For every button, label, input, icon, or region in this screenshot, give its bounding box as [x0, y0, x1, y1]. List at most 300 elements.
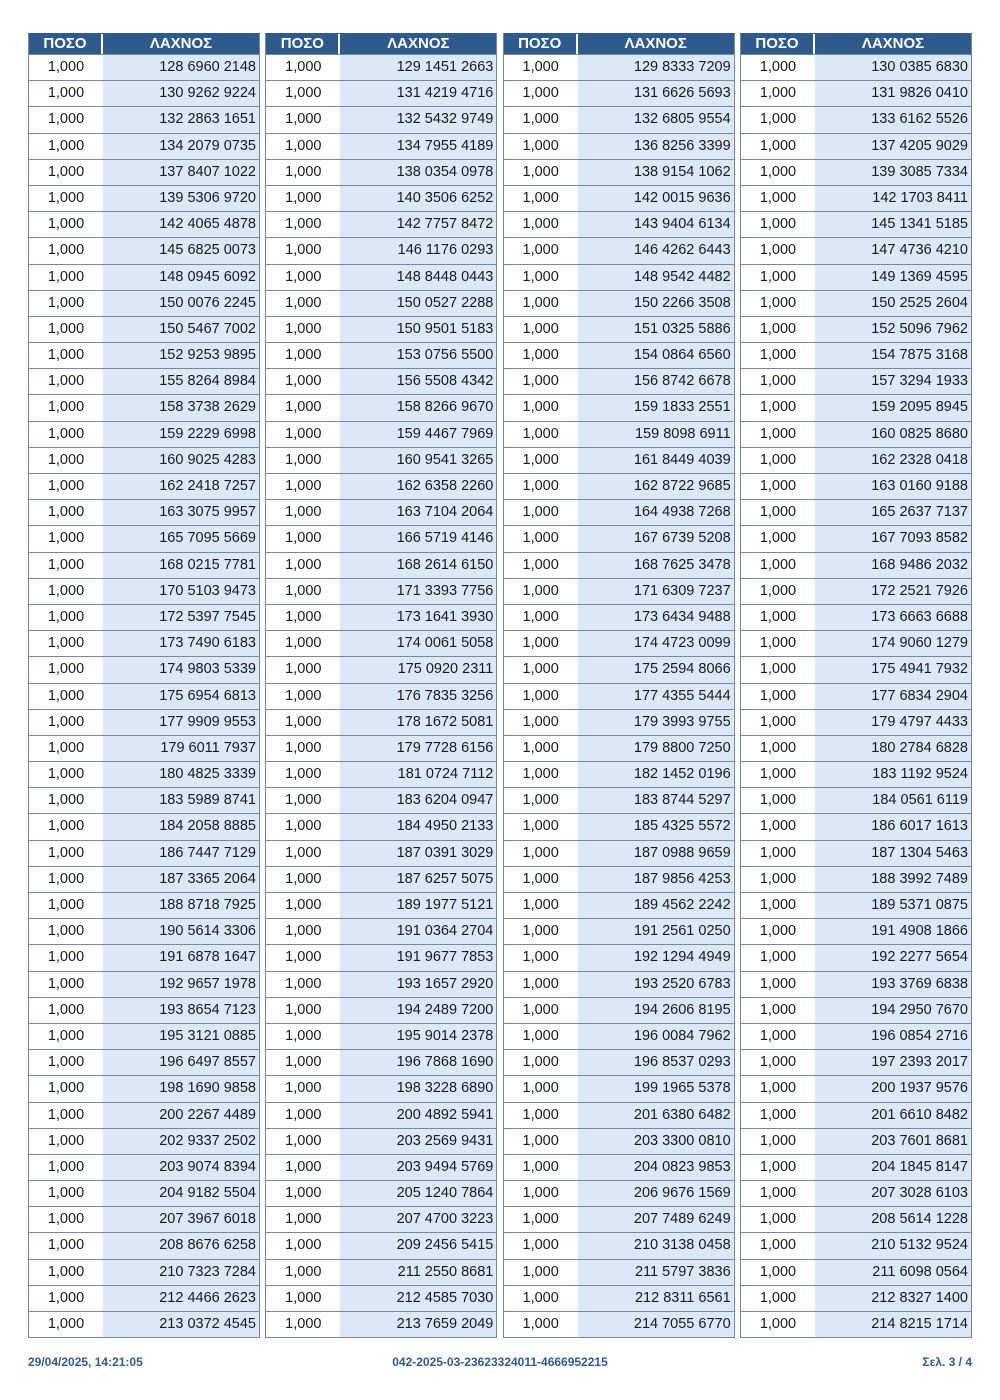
table-row [504, 630, 734, 656]
amount-cell: 1,000 [741, 1155, 815, 1180]
amount-cell: 1,000 [266, 474, 340, 499]
amount-cell: 1,000 [29, 448, 103, 473]
amount-cell: 1,000 [29, 814, 103, 839]
lot-cell: 131 9826 0410 [815, 81, 971, 106]
table-row [504, 1128, 734, 1154]
amount-cell: 1,000 [741, 1076, 815, 1101]
table-row [29, 1023, 259, 1049]
table-row [741, 552, 971, 578]
table-row [504, 709, 734, 735]
amount-cell: 1,000 [266, 1233, 340, 1258]
lot-cell: 148 0945 6092 [103, 265, 259, 290]
amount-cell: 1,000 [266, 1050, 340, 1075]
lot-cell: 210 5132 9524 [815, 1233, 971, 1258]
table-row [29, 971, 259, 997]
lot-cell: 187 9856 4253 [578, 867, 734, 892]
lot-cell: 176 7835 3256 [340, 684, 496, 709]
lot-cell: 179 6011 7937 [103, 736, 259, 761]
lot-header: ΛΑΧΝΟΣ [624, 35, 687, 52]
table-row [741, 368, 971, 394]
amount-cell: 1,000 [741, 814, 815, 839]
table-row [504, 787, 734, 813]
table-row [29, 735, 259, 761]
table-row [741, 54, 971, 80]
table-row [266, 159, 496, 185]
amount-cell: 1,000 [504, 736, 578, 761]
lot-cell: 159 1833 2551 [578, 395, 734, 420]
lot-cell: 149 1369 4595 [815, 265, 971, 290]
table-header [504, 33, 734, 54]
table-row [504, 159, 734, 185]
result-table-block [740, 33, 972, 1338]
table-row [741, 787, 971, 813]
amount-cell: 1,000 [741, 1286, 815, 1311]
table-row [266, 813, 496, 839]
lot-cell: 156 8742 6678 [578, 369, 734, 394]
lot-cell: 203 9074 8394 [103, 1155, 259, 1180]
lot-cell: 177 4355 5444 [578, 684, 734, 709]
lot-header: ΛΑΧΝΟΣ [387, 35, 450, 52]
table-row [266, 761, 496, 787]
table-row [504, 473, 734, 499]
amount-cell: 1,000 [741, 605, 815, 630]
table-row [504, 421, 734, 447]
lot-cell: 162 8722 9685 [578, 474, 734, 499]
table-row [741, 421, 971, 447]
lot-cell: 158 3738 2629 [103, 395, 259, 420]
table-row [266, 892, 496, 918]
amount-cell: 1,000 [29, 160, 103, 185]
table-row [266, 918, 496, 944]
amount-cell: 1,000 [29, 186, 103, 211]
table-row [266, 290, 496, 316]
table-row [29, 264, 259, 290]
table-row [741, 840, 971, 866]
lot-cell: 192 2277 5654 [815, 945, 971, 970]
lot-cell: 201 6380 6482 [578, 1103, 734, 1128]
table-row [741, 499, 971, 525]
amount-cell: 1,000 [504, 1155, 578, 1180]
amount-cell: 1,000 [504, 710, 578, 735]
lot-cell: 207 3028 6103 [815, 1181, 971, 1206]
table-row [29, 944, 259, 970]
table-row [504, 106, 734, 132]
lot-cell: 189 4562 2242 [578, 893, 734, 918]
amount-cell: 1,000 [266, 1312, 340, 1337]
lot-cell: 167 7093 8582 [815, 526, 971, 551]
amount-cell: 1,000 [504, 998, 578, 1023]
lot-cell: 192 9657 1978 [103, 972, 259, 997]
amount-cell: 1,000 [266, 998, 340, 1023]
lot-cell: 143 9404 6134 [578, 212, 734, 237]
table-row [266, 1023, 496, 1049]
amount-cell: 1,000 [741, 134, 815, 159]
table-row [741, 866, 971, 892]
table-row [741, 264, 971, 290]
lot-cell: 191 6878 1647 [103, 945, 259, 970]
lot-cell: 179 7728 6156 [340, 736, 496, 761]
amount-cell: 1,000 [741, 55, 815, 80]
amount-cell: 1,000 [29, 1050, 103, 1075]
table-row [504, 342, 734, 368]
table-row [266, 368, 496, 394]
footer-reference: 042-2025-03-23623324011-4666952215 [392, 1355, 608, 1369]
amount-cell: 1,000 [266, 448, 340, 473]
lot-cell: 159 4467 7969 [340, 422, 496, 447]
table-row [504, 1259, 734, 1285]
lot-cell: 175 4941 7932 [815, 657, 971, 682]
lot-cell: 210 3138 0458 [578, 1233, 734, 1258]
lot-cell: 212 8311 6561 [578, 1286, 734, 1311]
amount-cell: 1,000 [741, 1050, 815, 1075]
lot-cell: 204 9182 5504 [103, 1181, 259, 1206]
table-row [29, 1232, 259, 1258]
table-row [741, 578, 971, 604]
lot-cell: 151 0325 5886 [578, 317, 734, 342]
table-row [29, 394, 259, 420]
table-row [266, 656, 496, 682]
amount-cell: 1,000 [741, 422, 815, 447]
amount-cell: 1,000 [741, 317, 815, 342]
lot-cell: 207 7489 6249 [578, 1207, 734, 1232]
table-row [741, 656, 971, 682]
amount-cell: 1,000 [504, 265, 578, 290]
table-row [266, 971, 496, 997]
amount-cell: 1,000 [266, 553, 340, 578]
amount-cell: 1,000 [29, 81, 103, 106]
lot-cell: 154 7875 3168 [815, 343, 971, 368]
amount-cell: 1,000 [741, 526, 815, 551]
amount-cell: 1,000 [504, 762, 578, 787]
lot-cell: 179 3993 9755 [578, 710, 734, 735]
table-row [29, 1128, 259, 1154]
table-row [29, 447, 259, 473]
table-row [29, 1102, 259, 1128]
lot-cell: 158 8266 9670 [340, 395, 496, 420]
lot-cell: 173 1641 3930 [340, 605, 496, 630]
table-row [29, 840, 259, 866]
amount-header: ΠΟΣΟ [29, 34, 103, 54]
lot-cell: 212 8327 1400 [815, 1286, 971, 1311]
amount-cell: 1,000 [29, 657, 103, 682]
amount-cell: 1,000 [266, 867, 340, 892]
amount-cell: 1,000 [29, 998, 103, 1023]
amount-cell: 1,000 [741, 1312, 815, 1337]
table-row [504, 971, 734, 997]
amount-cell: 1,000 [741, 1233, 815, 1258]
amount-cell: 1,000 [504, 605, 578, 630]
table-row [741, 892, 971, 918]
amount-cell: 1,000 [504, 526, 578, 551]
lot-cell: 193 8654 7123 [103, 998, 259, 1023]
table-row [29, 499, 259, 525]
table-row [741, 316, 971, 342]
lot-cell: 160 0825 8680 [815, 422, 971, 447]
result-table-block [265, 33, 497, 1338]
table-row [504, 394, 734, 420]
amount-cell: 1,000 [741, 972, 815, 997]
table-row [29, 1154, 259, 1180]
amount-cell: 1,000 [266, 841, 340, 866]
lot-cell: 186 7447 7129 [103, 841, 259, 866]
lot-cell: 163 3075 9957 [103, 500, 259, 525]
table-row [266, 1232, 496, 1258]
amount-cell: 1,000 [741, 343, 815, 368]
amount-cell: 1,000 [504, 474, 578, 499]
table-row [504, 185, 734, 211]
lot-cell: 139 3085 7334 [815, 160, 971, 185]
amount-cell: 1,000 [504, 684, 578, 709]
footer-page-number: Σελ. 3 / 4 [922, 1355, 972, 1369]
table-row [504, 499, 734, 525]
amount-cell: 1,000 [29, 684, 103, 709]
table-row [266, 133, 496, 159]
amount-cell: 1,000 [504, 1050, 578, 1075]
amount-cell: 1,000 [741, 631, 815, 656]
amount-cell: 1,000 [504, 134, 578, 159]
lot-cell: 148 8448 0443 [340, 265, 496, 290]
lot-cell: 132 6805 9554 [578, 107, 734, 132]
amount-cell: 1,000 [741, 474, 815, 499]
table-row [29, 106, 259, 132]
amount-cell: 1,000 [29, 972, 103, 997]
lot-cell: 174 0061 5058 [340, 631, 496, 656]
amount-cell: 1,000 [741, 186, 815, 211]
amount-cell: 1,000 [266, 395, 340, 420]
amount-cell: 1,000 [266, 160, 340, 185]
amount-cell: 1,000 [29, 841, 103, 866]
table-row [29, 1049, 259, 1075]
table-row [741, 735, 971, 761]
table-row [741, 918, 971, 944]
lot-cell: 193 3769 6838 [815, 972, 971, 997]
lot-cell: 138 9154 1062 [578, 160, 734, 185]
amount-cell: 1,000 [504, 1129, 578, 1154]
lot-cell: 165 7095 5669 [103, 526, 259, 551]
table-row [504, 735, 734, 761]
lot-cell: 174 9803 5339 [103, 657, 259, 682]
table-row [741, 185, 971, 211]
lot-cell: 150 2266 3508 [578, 291, 734, 316]
table-row [266, 578, 496, 604]
table-row [741, 211, 971, 237]
table-row [29, 1285, 259, 1311]
amount-cell: 1,000 [266, 343, 340, 368]
lot-cell: 213 7659 2049 [340, 1312, 496, 1337]
amount-cell: 1,000 [29, 212, 103, 237]
table-row [504, 1285, 734, 1311]
table-row [741, 1206, 971, 1232]
amount-cell: 1,000 [29, 1260, 103, 1285]
amount-cell: 1,000 [504, 553, 578, 578]
table-row [29, 997, 259, 1023]
amount-cell: 1,000 [504, 500, 578, 525]
lot-cell: 203 7601 8681 [815, 1129, 971, 1154]
result-table-block [28, 33, 260, 1338]
amount-cell: 1,000 [266, 369, 340, 394]
lot-cell: 214 8215 1714 [815, 1312, 971, 1337]
table-row [266, 1180, 496, 1206]
table-row [266, 1285, 496, 1311]
table-row [29, 604, 259, 630]
amount-cell: 1,000 [29, 762, 103, 787]
lot-cell: 179 4797 4433 [815, 710, 971, 735]
amount-cell: 1,000 [266, 81, 340, 106]
amount-cell: 1,000 [266, 605, 340, 630]
amount-cell: 1,000 [29, 1129, 103, 1154]
lot-cell: 194 2950 7670 [815, 998, 971, 1023]
amount-cell: 1,000 [29, 55, 103, 80]
table-row [504, 1206, 734, 1232]
table-row [504, 656, 734, 682]
table-row [741, 1232, 971, 1258]
table-row [741, 709, 971, 735]
lot-cell: 148 9542 4482 [578, 265, 734, 290]
table-row [741, 1128, 971, 1154]
table-row [266, 106, 496, 132]
lot-cell: 193 1657 2920 [340, 972, 496, 997]
table-row [504, 813, 734, 839]
table-row [29, 368, 259, 394]
amount-cell: 1,000 [29, 474, 103, 499]
table-row [504, 604, 734, 630]
table-row [266, 421, 496, 447]
amount-cell: 1,000 [266, 526, 340, 551]
lot-cell: 155 8264 8984 [103, 369, 259, 394]
amount-cell: 1,000 [741, 1181, 815, 1206]
amount-cell: 1,000 [266, 631, 340, 656]
lot-header: ΛΑΧΝΟΣ [861, 35, 925, 52]
table-row [29, 473, 259, 499]
lot-cell: 134 7955 4189 [340, 134, 496, 159]
amount-cell: 1,000 [29, 553, 103, 578]
lot-cell: 180 2784 6828 [815, 736, 971, 761]
table-row [29, 421, 259, 447]
amount-cell: 1,000 [741, 841, 815, 866]
amount-cell: 1,000 [504, 422, 578, 447]
amount-cell: 1,000 [29, 343, 103, 368]
amount-cell: 1,000 [266, 55, 340, 80]
table-row [29, 80, 259, 106]
table-row [741, 290, 971, 316]
lot-cell: 156 5508 4342 [340, 369, 496, 394]
lot-cell: 173 7490 6183 [103, 631, 259, 656]
amount-cell: 1,000 [504, 579, 578, 604]
lot-cell: 207 4700 3223 [340, 1207, 496, 1232]
lot-cell: 210 7323 7284 [103, 1260, 259, 1285]
amount-cell: 1,000 [741, 212, 815, 237]
amount-cell: 1,000 [266, 893, 340, 918]
lot-cell: 186 6017 1613 [815, 814, 971, 839]
amount-cell: 1,000 [504, 1233, 578, 1258]
amount-cell: 1,000 [29, 919, 103, 944]
amount-cell: 1,000 [741, 291, 815, 316]
lot-cell: 159 2229 6998 [103, 422, 259, 447]
amount-cell: 1,000 [741, 369, 815, 394]
amount-cell: 1,000 [266, 684, 340, 709]
lot-cell: 171 6309 7237 [578, 579, 734, 604]
amount-cell: 1,000 [741, 998, 815, 1023]
table-row [741, 683, 971, 709]
table-row [741, 106, 971, 132]
amount-cell: 1,000 [266, 736, 340, 761]
amount-cell: 1,000 [504, 160, 578, 185]
amount-cell: 1,000 [504, 317, 578, 342]
amount-cell: 1,000 [266, 265, 340, 290]
amount-cell: 1,000 [504, 657, 578, 682]
lot-cell: 131 4219 4716 [340, 81, 496, 106]
table-row [266, 394, 496, 420]
lot-cell: 200 4892 5941 [340, 1103, 496, 1128]
amount-cell: 1,000 [266, 1129, 340, 1154]
lot-cell: 187 1304 5463 [815, 841, 971, 866]
lot-cell: 170 5103 9473 [103, 579, 259, 604]
table-row [504, 552, 734, 578]
amount-cell: 1,000 [29, 1207, 103, 1232]
amount-cell: 1,000 [504, 1286, 578, 1311]
lot-cell: 203 3300 0810 [578, 1129, 734, 1154]
lot-cell: 145 1341 5185 [815, 212, 971, 237]
lot-cell: 180 4825 3339 [103, 762, 259, 787]
lot-cell: 128 6960 2148 [103, 55, 259, 80]
table-header [266, 33, 496, 54]
amount-cell: 1,000 [29, 134, 103, 159]
amount-cell: 1,000 [504, 919, 578, 944]
lot-cell: 175 6954 6813 [103, 684, 259, 709]
lot-cell: 205 1240 7864 [340, 1181, 496, 1206]
lot-cell: 185 4325 5572 [578, 814, 734, 839]
lot-cell: 166 5719 4146 [340, 526, 496, 551]
amount-cell: 1,000 [504, 631, 578, 656]
amount-cell: 1,000 [741, 1129, 815, 1154]
amount-cell: 1,000 [266, 1260, 340, 1285]
lot-cell: 136 8256 3399 [578, 134, 734, 159]
table-row [29, 709, 259, 735]
amount-cell: 1,000 [504, 1076, 578, 1101]
table-row [504, 1075, 734, 1101]
table-header [741, 33, 971, 54]
lot-cell: 196 7868 1690 [340, 1050, 496, 1075]
lot-cell: 152 5096 7962 [815, 317, 971, 342]
lot-cell: 212 4466 2623 [103, 1286, 259, 1311]
lot-cell: 204 1845 8147 [815, 1155, 971, 1180]
amount-cell: 1,000 [741, 1260, 815, 1285]
lot-cell: 208 8676 6258 [103, 1233, 259, 1258]
lot-cell: 163 0160 9188 [815, 474, 971, 499]
table-row [29, 1075, 259, 1101]
lot-cell: 175 2594 8066 [578, 657, 734, 682]
lot-cell: 134 2079 0735 [103, 134, 259, 159]
table-row [266, 185, 496, 211]
amount-cell: 1,000 [29, 265, 103, 290]
lot-cell: 130 0385 6830 [815, 55, 971, 80]
lot-cell: 187 0391 3029 [340, 841, 496, 866]
lot-cell: 201 6610 8482 [815, 1103, 971, 1128]
amount-cell: 1,000 [504, 343, 578, 368]
lot-cell: 183 6204 0947 [340, 788, 496, 813]
lot-cell: 159 2095 8945 [815, 395, 971, 420]
lot-cell: 187 3365 2064 [103, 867, 259, 892]
amount-cell: 1,000 [741, 736, 815, 761]
table-row [504, 1049, 734, 1075]
amount-cell: 1,000 [741, 1024, 815, 1049]
table-row [741, 133, 971, 159]
amount-cell: 1,000 [741, 1207, 815, 1232]
table-row [266, 499, 496, 525]
table-row [29, 1311, 259, 1337]
amount-cell: 1,000 [741, 684, 815, 709]
lot-cell: 191 2561 0250 [578, 919, 734, 944]
